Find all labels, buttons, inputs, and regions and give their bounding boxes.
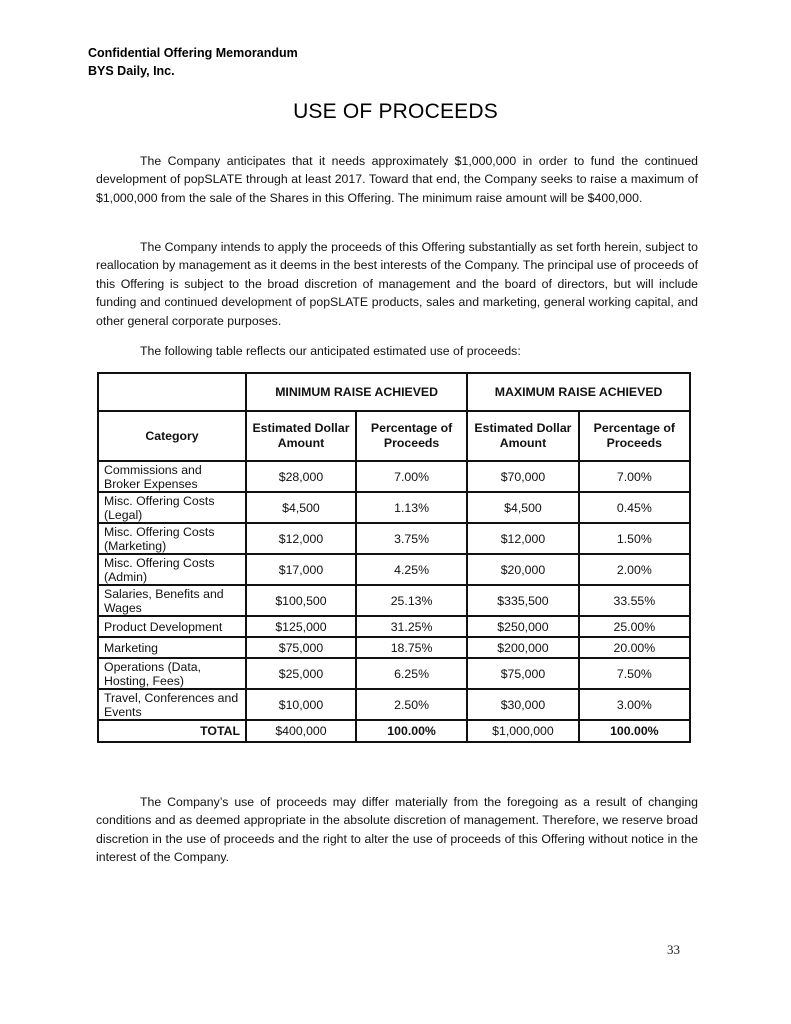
max-pct-cell: 1.50% — [579, 523, 690, 554]
use-of-proceeds-table — [97, 372, 691, 743]
category-cell: Misc. Offering Costs (Legal) — [98, 492, 246, 523]
max-amount-cell: $4,500 — [467, 492, 578, 523]
paragraph-funding — [96, 152, 698, 207]
paragraph-text: The following table reflects our anticipated estimated use of proceeds: — [140, 344, 521, 358]
table-row — [98, 523, 690, 554]
max-pct-cell: 20.00% — [579, 637, 690, 658]
document-header-title: Confidential Offering Memorandum — [88, 46, 298, 60]
column-header-max-amount: Estimated Dollar Amount — [467, 411, 578, 461]
column-header-category: Category — [98, 411, 246, 461]
min-amount-cell: $28,000 — [246, 461, 356, 492]
column-header-min-amount: Estimated Dollar Amount — [246, 411, 356, 461]
min-amount-cell: $17,000 — [246, 554, 356, 585]
group-header-minimum: MINIMUM RAISE ACHIEVED — [246, 373, 467, 411]
category-cell: Misc. Offering Costs (Marketing) — [98, 523, 246, 554]
category-cell: Travel, Conferences and Events — [98, 689, 246, 720]
max-amount-cell: $335,500 — [467, 585, 578, 616]
max-pct-cell: 2.00% — [579, 554, 690, 585]
min-pct-cell: 31.25% — [356, 616, 467, 637]
total-label: TOTAL — [98, 720, 246, 742]
table-row — [98, 492, 690, 523]
category-cell: Product Development — [98, 616, 246, 637]
table-row — [98, 461, 690, 492]
max-amount-cell: $30,000 — [467, 689, 578, 720]
table-row — [98, 637, 690, 658]
min-amount-cell: $4,500 — [246, 492, 356, 523]
table-row — [98, 616, 690, 637]
group-header-blank — [98, 373, 246, 411]
min-amount-cell: $12,000 — [246, 523, 356, 554]
total-min-amount: $400,000 — [246, 720, 356, 742]
min-amount-cell: $100,500 — [246, 585, 356, 616]
max-amount-cell: $12,000 — [467, 523, 578, 554]
min-pct-cell: 3.75% — [356, 523, 467, 554]
category-cell: Marketing — [98, 637, 246, 658]
total-max-amount: $1,000,000 — [467, 720, 578, 742]
paragraph-text: The Company intends to apply the proceeds of this Offering substantially as set forth herein, subject to reallocation by management as it deems in the best interests of the Company. The principal use of proceeds of this Offering is subject to the broad discretion of management and the board of directors, but will include funding and continued development of popSLATE products, sales and marketing, general working capital, and other general corporate purposes. — [96, 240, 698, 328]
paragraph-application — [96, 238, 698, 330]
min-amount-cell: $10,000 — [246, 689, 356, 720]
table-row — [98, 689, 690, 720]
max-amount-cell: $70,000 — [467, 461, 578, 492]
page-number: 33 — [667, 942, 680, 957]
paragraph-text: The Company’s use of proceeds may differ materially from the foregoing as a result of changing conditions and as deemed appropriate in the absolute discretion of management. Therefore, we reserve broad discretion in the use of proceeds and the right to alter the use of proceeds of this Offering without notice in the interest of the Company. — [96, 795, 698, 865]
category-cell: Commissions and Broker Expenses — [98, 461, 246, 492]
min-pct-cell: 7.00% — [356, 461, 467, 492]
min-pct-cell: 18.75% — [356, 637, 467, 658]
min-pct-cell: 25.13% — [356, 585, 467, 616]
table-row — [98, 658, 690, 689]
total-max-pct: 100.00% — [579, 720, 690, 742]
max-pct-cell: 33.55% — [579, 585, 690, 616]
table-group-header-row — [98, 373, 690, 411]
paragraph-text: The Company anticipates that it needs approximately $1,000,000 in order to fund the continued development of popSLATE through at least 2017. Toward that end, the Company seeks to raise a maximum of $1,000,000 from the sale of the Shares in this Offering. The minimum raise amount will be $400,000. — [96, 154, 698, 205]
table-total-row — [98, 720, 690, 742]
max-amount-cell: $200,000 — [467, 637, 578, 658]
max-pct-cell: 25.00% — [579, 616, 690, 637]
category-cell: Misc. Offering Costs (Admin) — [98, 554, 246, 585]
max-amount-cell: $250,000 — [467, 616, 578, 637]
column-header-max-pct: Percentage of Proceeds — [579, 411, 690, 461]
min-pct-cell: 4.25% — [356, 554, 467, 585]
group-header-maximum: MAXIMUM RAISE ACHIEVED — [467, 373, 690, 411]
paragraph-disclaimer — [96, 793, 698, 867]
min-pct-cell: 6.25% — [356, 658, 467, 689]
column-header-min-pct: Percentage of Proceeds — [356, 411, 467, 461]
max-amount-cell: $75,000 — [467, 658, 578, 689]
min-amount-cell: $125,000 — [246, 616, 356, 637]
table-row — [98, 585, 690, 616]
min-amount-cell: $75,000 — [246, 637, 356, 658]
max-pct-cell: 3.00% — [579, 689, 690, 720]
category-cell: Salaries, Benefits and Wages — [98, 585, 246, 616]
min-amount-cell: $25,000 — [246, 658, 356, 689]
paragraph-table-intro — [96, 342, 698, 360]
table-column-header-row — [98, 411, 690, 461]
total-min-pct: 100.00% — [356, 720, 467, 742]
table-row — [98, 554, 690, 585]
min-pct-cell: 2.50% — [356, 689, 467, 720]
section-title: USE OF PROCEEDS — [293, 100, 498, 123]
max-pct-cell: 7.50% — [579, 658, 690, 689]
max-pct-cell: 0.45% — [579, 492, 690, 523]
min-pct-cell: 1.13% — [356, 492, 467, 523]
category-cell: Operations (Data, Hosting, Fees) — [98, 658, 246, 689]
max-amount-cell: $20,000 — [467, 554, 578, 585]
document-header-company: BYS Daily, Inc. — [88, 64, 175, 78]
max-pct-cell: 7.00% — [579, 461, 690, 492]
